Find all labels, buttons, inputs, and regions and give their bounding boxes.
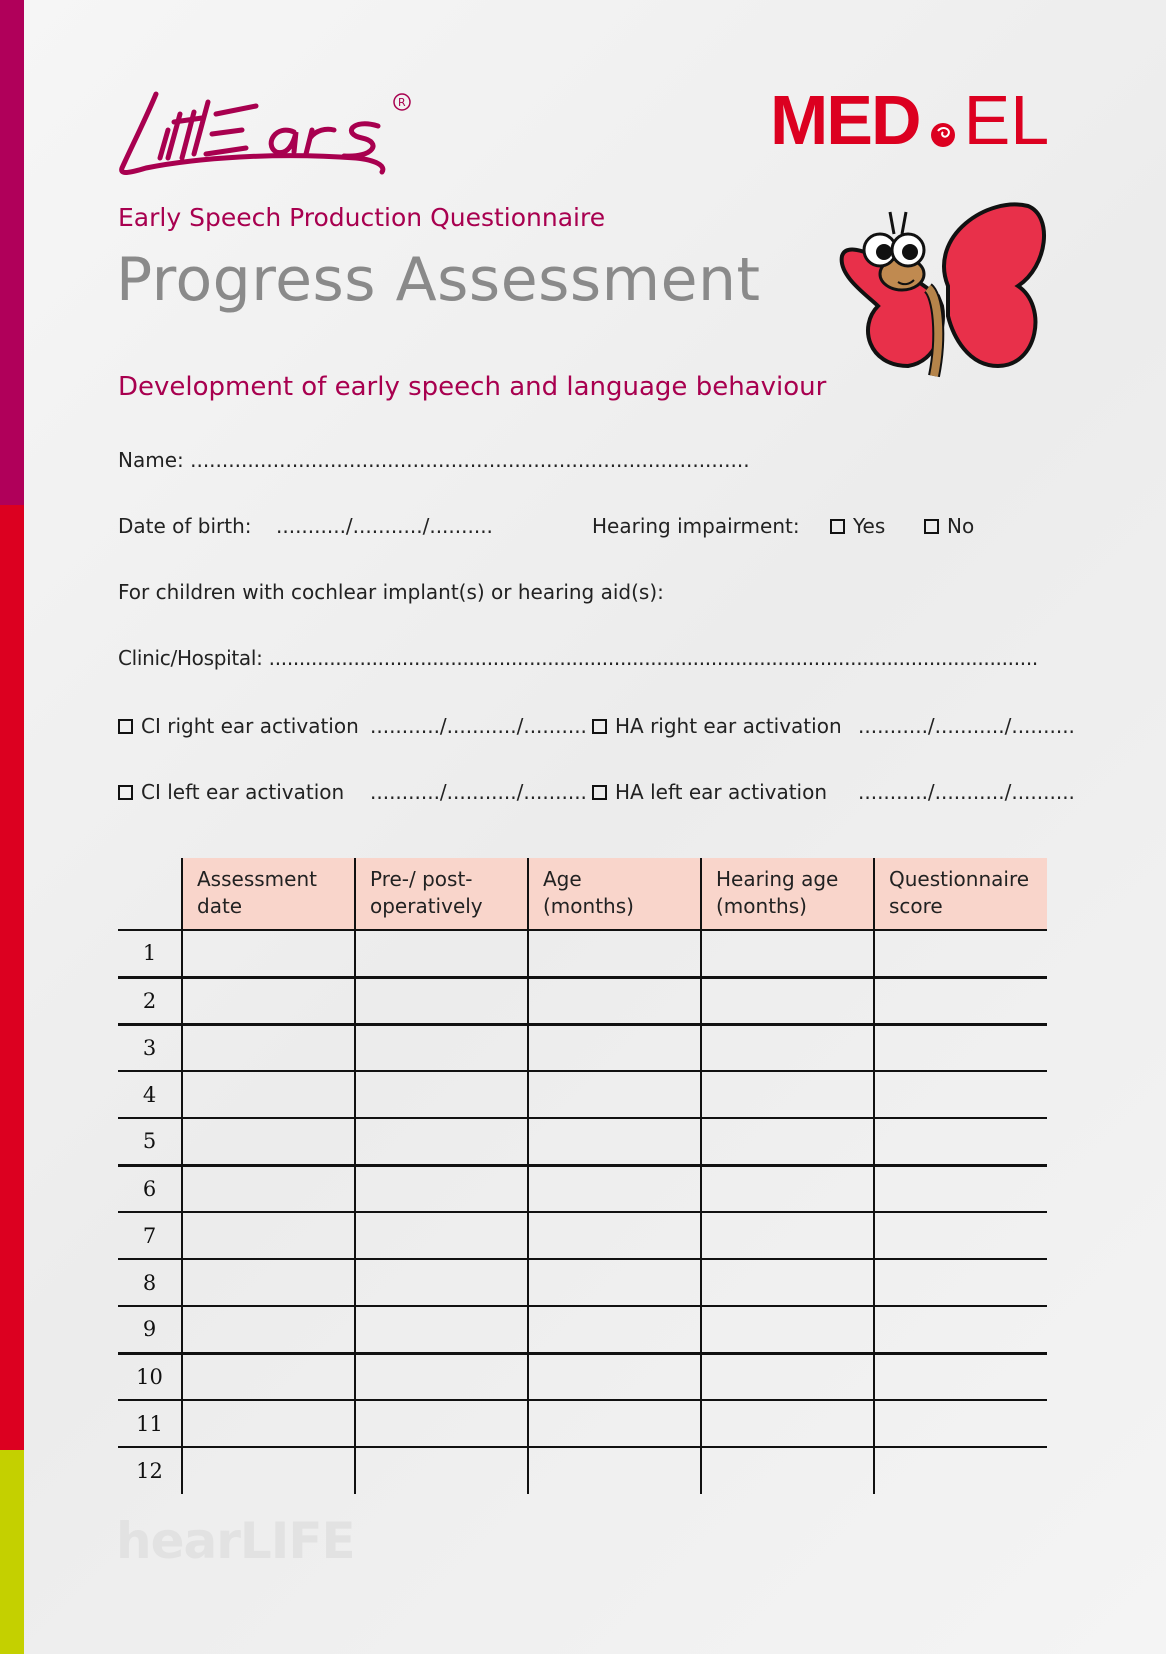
cell-pre-post[interactable] xyxy=(355,1165,528,1212)
cell-questionnaire-score[interactable] xyxy=(874,930,1047,977)
hearing-yes-label: Yes xyxy=(853,514,886,538)
row-number: 9 xyxy=(118,1306,182,1353)
medel-logo xyxy=(770,81,1050,159)
cell-hearing-age[interactable] xyxy=(701,1400,874,1447)
dob-field[interactable]: .........../.........../.......... xyxy=(276,514,493,538)
header-questionnaire-score: Questionnaire score xyxy=(874,858,1047,930)
row-number: 3 xyxy=(118,1024,182,1071)
header-pre-post: Pre-/ post- operatively xyxy=(355,858,528,930)
cell-hearing-age[interactable] xyxy=(701,1071,874,1118)
table-row xyxy=(118,1353,1047,1400)
row-number: 1 xyxy=(118,930,182,977)
cell-pre-post[interactable] xyxy=(355,1024,528,1071)
side-stripe-lime xyxy=(0,1450,24,1654)
table-row xyxy=(118,1071,1047,1118)
questionnaire-subtitle: Early Speech Production Questionnaire xyxy=(118,203,606,232)
cell-age[interactable] xyxy=(528,1259,701,1306)
checkbox-icon[interactable] xyxy=(924,519,939,534)
cell-hearing-age[interactable] xyxy=(701,1259,874,1306)
ha-right-label: HA right ear activation xyxy=(615,714,842,738)
cell-questionnaire-score[interactable] xyxy=(874,1306,1047,1353)
header-age: Age (months) xyxy=(528,858,701,930)
table-row xyxy=(118,1212,1047,1259)
cell-age[interactable] xyxy=(528,1118,701,1165)
cell-pre-post[interactable] xyxy=(355,1400,528,1447)
medel-logo-el: EL xyxy=(963,81,1050,159)
littleears-logo xyxy=(116,88,436,184)
medel-dot-icon xyxy=(928,99,958,141)
row-number: 2 xyxy=(118,977,182,1024)
cell-questionnaire-score[interactable] xyxy=(874,1071,1047,1118)
cell-assessment-date[interactable] xyxy=(182,1400,355,1447)
checkbox-icon[interactable] xyxy=(592,719,607,734)
dob-label: Date of birth: xyxy=(118,514,252,538)
ci-right-label: CI right ear activation xyxy=(141,714,359,738)
cell-age[interactable] xyxy=(528,977,701,1024)
table-header-row xyxy=(118,858,1047,930)
cell-assessment-date[interactable] xyxy=(182,930,355,977)
table-row xyxy=(118,1165,1047,1212)
table-corner xyxy=(118,858,182,930)
row-number: 6 xyxy=(118,1165,182,1212)
cell-questionnaire-score[interactable] xyxy=(874,977,1047,1024)
checkbox-icon[interactable] xyxy=(592,785,607,800)
cell-age[interactable] xyxy=(528,1024,701,1071)
checkbox-icon[interactable] xyxy=(118,785,133,800)
ci-right-date-field[interactable]: .........../.........../.......... xyxy=(370,714,587,738)
cell-pre-post[interactable] xyxy=(355,930,528,977)
cell-assessment-date[interactable] xyxy=(182,1353,355,1400)
table-row xyxy=(118,930,1047,977)
ha-left-date-field[interactable]: .........../.........../.......... xyxy=(858,780,1075,804)
hearing-no-checkbox[interactable] xyxy=(924,514,974,538)
row-number: 10 xyxy=(118,1353,182,1400)
cell-assessment-date[interactable] xyxy=(182,977,355,1024)
cell-questionnaire-score[interactable] xyxy=(874,1165,1047,1212)
cell-assessment-date[interactable] xyxy=(182,1212,355,1259)
cell-hearing-age[interactable] xyxy=(701,1165,874,1212)
cell-questionnaire-score[interactable] xyxy=(874,1118,1047,1165)
cell-assessment-date[interactable] xyxy=(182,1118,355,1165)
cell-assessment-date[interactable] xyxy=(182,1306,355,1353)
cell-hearing-age[interactable] xyxy=(701,977,874,1024)
cell-pre-post[interactable] xyxy=(355,1212,528,1259)
cell-hearing-age[interactable] xyxy=(701,930,874,977)
cell-assessment-date[interactable] xyxy=(182,1024,355,1071)
hearlife-brand: hearLIFE xyxy=(116,1512,355,1570)
table-row xyxy=(118,1118,1047,1165)
svg-text:R: R xyxy=(398,96,406,109)
table-row xyxy=(118,1306,1047,1353)
cell-questionnaire-score[interactable] xyxy=(874,1024,1047,1071)
hearing-impairment-label: Hearing impairment: xyxy=(592,514,800,538)
ha-right-checkbox[interactable] xyxy=(592,714,842,738)
cell-hearing-age[interactable] xyxy=(701,1306,874,1353)
cell-hearing-age[interactable] xyxy=(701,1118,874,1165)
row-number: 11 xyxy=(118,1400,182,1447)
butterfly-illustration xyxy=(838,196,1058,396)
ci-left-date-field[interactable]: .........../.........../.......... xyxy=(370,780,587,804)
row-number: 12 xyxy=(118,1447,182,1494)
row-number: 8 xyxy=(118,1259,182,1306)
cell-age[interactable] xyxy=(528,1071,701,1118)
cell-pre-post[interactable] xyxy=(355,1259,528,1306)
section-heading: Development of early speech and language behaviour xyxy=(118,372,827,402)
cell-pre-post[interactable] xyxy=(355,1447,528,1494)
cell-age[interactable] xyxy=(528,930,701,977)
ci-left-label: CI left ear activation xyxy=(141,780,345,804)
table-row xyxy=(118,977,1047,1024)
hearing-yes-checkbox[interactable] xyxy=(830,514,885,538)
ha-left-checkbox[interactable] xyxy=(592,780,827,804)
cell-hearing-age[interactable] xyxy=(701,1212,874,1259)
cell-assessment-date[interactable] xyxy=(182,1259,355,1306)
cell-pre-post[interactable] xyxy=(355,977,528,1024)
cell-assessment-date[interactable] xyxy=(182,1447,355,1494)
row-number: 7 xyxy=(118,1212,182,1259)
cell-hearing-age[interactable] xyxy=(701,1024,874,1071)
cell-hearing-age[interactable] xyxy=(701,1447,874,1494)
implant-note: For children with cochlear implant(s) or hearing aid(s): xyxy=(118,580,664,604)
cell-questionnaire-score[interactable] xyxy=(874,1353,1047,1400)
cell-questionnaire-score[interactable] xyxy=(874,1447,1047,1494)
cell-questionnaire-score[interactable] xyxy=(874,1400,1047,1447)
cell-pre-post[interactable] xyxy=(355,1306,528,1353)
cell-age[interactable] xyxy=(528,1447,701,1494)
cell-pre-post[interactable] xyxy=(355,1071,528,1118)
table-row xyxy=(118,1447,1047,1494)
cell-age[interactable] xyxy=(528,1306,701,1353)
cell-hearing-age[interactable] xyxy=(701,1353,874,1400)
cell-questionnaire-score[interactable] xyxy=(874,1259,1047,1306)
side-stripe-red xyxy=(0,505,24,1450)
cell-age[interactable] xyxy=(528,1165,701,1212)
medel-logo-med: MED xyxy=(770,81,920,159)
table-row xyxy=(118,1024,1047,1071)
hearing-no-label: No xyxy=(947,514,975,538)
table-row xyxy=(118,1400,1047,1447)
clinic-field[interactable]: Clinic/Hospital: ............................................................................................................................... xyxy=(118,646,1038,670)
side-stripe-magenta xyxy=(0,0,24,505)
cell-age[interactable] xyxy=(528,1400,701,1447)
cell-age[interactable] xyxy=(528,1353,701,1400)
cell-questionnaire-score[interactable] xyxy=(874,1212,1047,1259)
cell-assessment-date[interactable] xyxy=(182,1165,355,1212)
row-number: 4 xyxy=(118,1071,182,1118)
name-field[interactable]: Name: ........................................................................................ xyxy=(118,448,750,472)
cell-assessment-date[interactable] xyxy=(182,1071,355,1118)
cell-age[interactable] xyxy=(528,1212,701,1259)
ha-right-date-field[interactable]: .........../.........../.......... xyxy=(858,714,1075,738)
checkbox-icon[interactable] xyxy=(118,719,133,734)
assessment-table xyxy=(118,858,1047,1494)
header-hearing-age: Hearing age (months) xyxy=(701,858,874,930)
checkbox-icon[interactable] xyxy=(830,519,845,534)
table-row xyxy=(118,1259,1047,1306)
ci-right-checkbox[interactable] xyxy=(118,714,359,738)
cell-pre-post[interactable] xyxy=(355,1118,528,1165)
page-title: Progress Assessment xyxy=(116,245,761,315)
row-number: 5 xyxy=(118,1118,182,1165)
cell-pre-post[interactable] xyxy=(355,1353,528,1400)
header-assessment-date: Assessment date xyxy=(182,858,355,930)
ha-left-label: HA left ear activation xyxy=(615,780,828,804)
ci-left-checkbox[interactable] xyxy=(118,780,344,804)
